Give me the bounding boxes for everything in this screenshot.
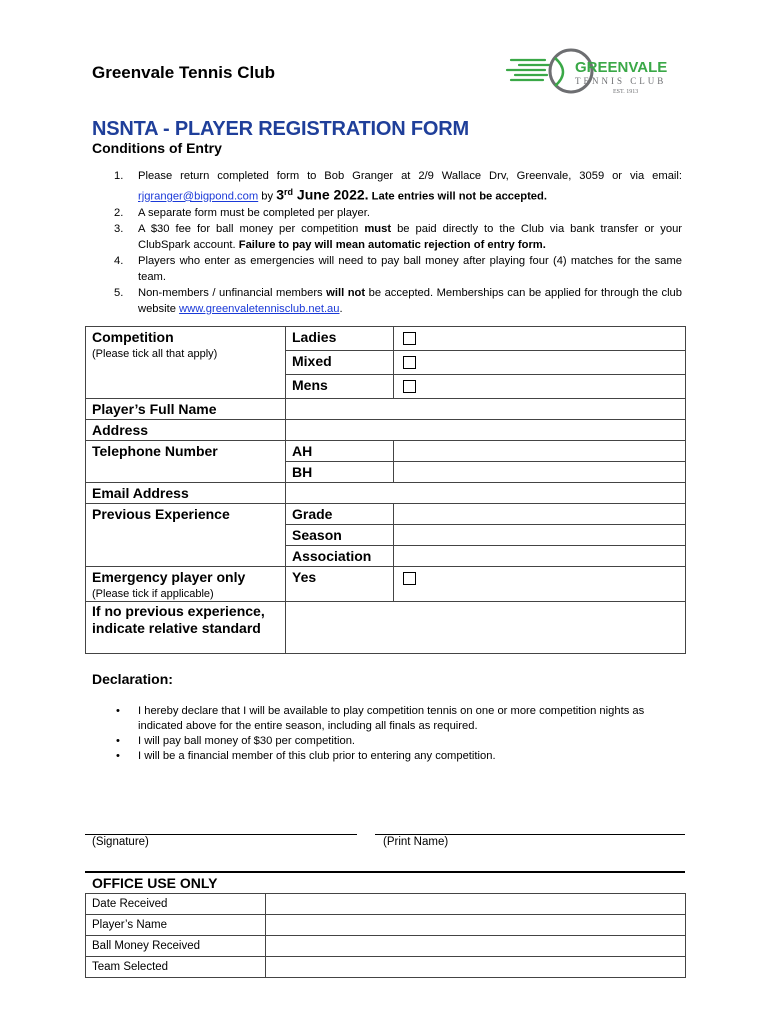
grade-field[interactable] bbox=[394, 504, 686, 525]
no-experience-label: If no previous experience, indicate relative standard bbox=[86, 602, 286, 654]
phone-bh-field[interactable] bbox=[394, 462, 686, 483]
emergency-label: Emergency player only bbox=[92, 569, 246, 585]
emergency-checkbox[interactable] bbox=[403, 572, 416, 585]
office-row-label: Ball Money Received bbox=[86, 936, 266, 957]
ladies-checkbox[interactable] bbox=[403, 332, 416, 345]
phone-ah-field[interactable] bbox=[394, 441, 686, 462]
logo-word-tennis-club: TENNIS CLUB bbox=[575, 76, 667, 86]
declaration-item: • I will pay ball money of $30 per competition. bbox=[116, 735, 356, 747]
telephone-label: Telephone Number bbox=[86, 441, 286, 483]
print-name-line[interactable] bbox=[375, 834, 685, 835]
print-name-label: (Print Name) bbox=[383, 836, 449, 848]
emergency-note: (Please tick if applicable) bbox=[92, 588, 214, 600]
option-mixed-cell[interactable] bbox=[394, 351, 686, 375]
declaration-item: • I will be a financial member of this club prior to entering any competition. bbox=[116, 750, 496, 762]
email-label: Email Address bbox=[86, 483, 286, 504]
declaration-title: Declaration: bbox=[92, 671, 173, 687]
office-row-field[interactable] bbox=[266, 915, 686, 936]
association-label: Association bbox=[286, 546, 394, 567]
registration-table bbox=[85, 326, 686, 654]
option-ladies-label: Ladies bbox=[286, 327, 394, 351]
office-use-title: OFFICE USE ONLY bbox=[92, 875, 218, 891]
conditions-title: Conditions of Entry bbox=[92, 140, 222, 156]
season-label: Season bbox=[286, 525, 394, 546]
experience-label: Previous Experience bbox=[86, 504, 286, 567]
relative-standard-field[interactable] bbox=[286, 602, 686, 654]
office-divider bbox=[85, 871, 685, 873]
declaration-item: • I hereby declare that I will be available to play competition tennis on one or more competition nights as indicated above for the entire season, including all finals as required. bbox=[116, 705, 645, 732]
logo-word-greenvale: GREENVALE bbox=[575, 59, 668, 76]
condition-item: 1. Please return completed form to Bob Granger at 2/9 Wallace Drv, Greenvale, 3059 or via email: rjgranger@bigpond.com by 3rd June 2022. Late entries will not be accepted. bbox=[114, 170, 682, 203]
office-row-label: Player’s Name bbox=[86, 915, 266, 936]
option-mens-label: Mens bbox=[286, 375, 394, 399]
signature-line[interactable] bbox=[85, 834, 357, 835]
office-row-field[interactable] bbox=[266, 894, 686, 915]
email-link[interactable]: rjgranger@bigpond.com bbox=[138, 190, 259, 203]
logo-established: EST. 1913 bbox=[613, 89, 639, 95]
full-name-field[interactable] bbox=[286, 399, 686, 420]
office-row-field[interactable] bbox=[266, 957, 686, 978]
mixed-checkbox[interactable] bbox=[403, 356, 416, 369]
emergency-yes-label: Yes bbox=[286, 567, 394, 602]
condition-item: 4. Players who enter as emergencies will need to pay ball money after playing four (4) matches for the same team. bbox=[114, 254, 682, 283]
signature-label: (Signature) bbox=[92, 836, 149, 848]
club-name: Greenvale Tennis Club bbox=[92, 63, 275, 82]
phone-ah-label: AH bbox=[286, 441, 394, 462]
office-row-label: Date Received bbox=[86, 894, 266, 915]
mens-checkbox[interactable] bbox=[403, 380, 416, 393]
office-row-label: Team Selected bbox=[86, 957, 266, 978]
declaration-list bbox=[92, 704, 682, 764]
condition-item: 5. Non-members / unfinancial members will not be accepted. Memberships can be applied for through the club website www.greenvaletennisclub.net.au. bbox=[114, 286, 683, 315]
website-link[interactable]: www.greenvaletennisclub.net.au bbox=[179, 302, 340, 315]
competition-label: Competition bbox=[92, 329, 174, 345]
speed-lines-icon bbox=[507, 60, 549, 80]
association-field[interactable] bbox=[394, 546, 686, 567]
option-mixed-label: Mixed bbox=[286, 351, 394, 375]
phone-bh-label: BH bbox=[286, 462, 394, 483]
office-row-field[interactable] bbox=[266, 936, 686, 957]
competition-label-cell bbox=[86, 327, 286, 399]
conditions-list bbox=[92, 168, 682, 317]
emergency-label-cell bbox=[86, 567, 286, 602]
season-field[interactable] bbox=[394, 525, 686, 546]
option-ladies-cell[interactable] bbox=[394, 327, 686, 351]
club-logo bbox=[505, 46, 675, 96]
condition-item: 2. A separate form must be completed per player. bbox=[114, 206, 370, 219]
competition-note: (Please tick all that apply) bbox=[92, 348, 218, 360]
option-mens-cell[interactable] bbox=[394, 375, 686, 399]
address-field[interactable] bbox=[286, 420, 686, 441]
condition-item: 3. A $30 fee for ball money per competition must be paid directly to the Club via bank transfer or your ClubSpark account. Failure to pay will mean automatic rejection of entry form. bbox=[114, 222, 683, 251]
full-name-label: Player’s Full Name bbox=[86, 399, 286, 420]
address-label: Address bbox=[86, 420, 286, 441]
form-title: NSNTA - PLAYER REGISTRATION FORM bbox=[92, 118, 469, 140]
office-use-table bbox=[85, 893, 686, 978]
grade-label: Grade bbox=[286, 504, 394, 525]
email-field[interactable] bbox=[286, 483, 686, 504]
emergency-yes-cell[interactable] bbox=[394, 567, 686, 602]
